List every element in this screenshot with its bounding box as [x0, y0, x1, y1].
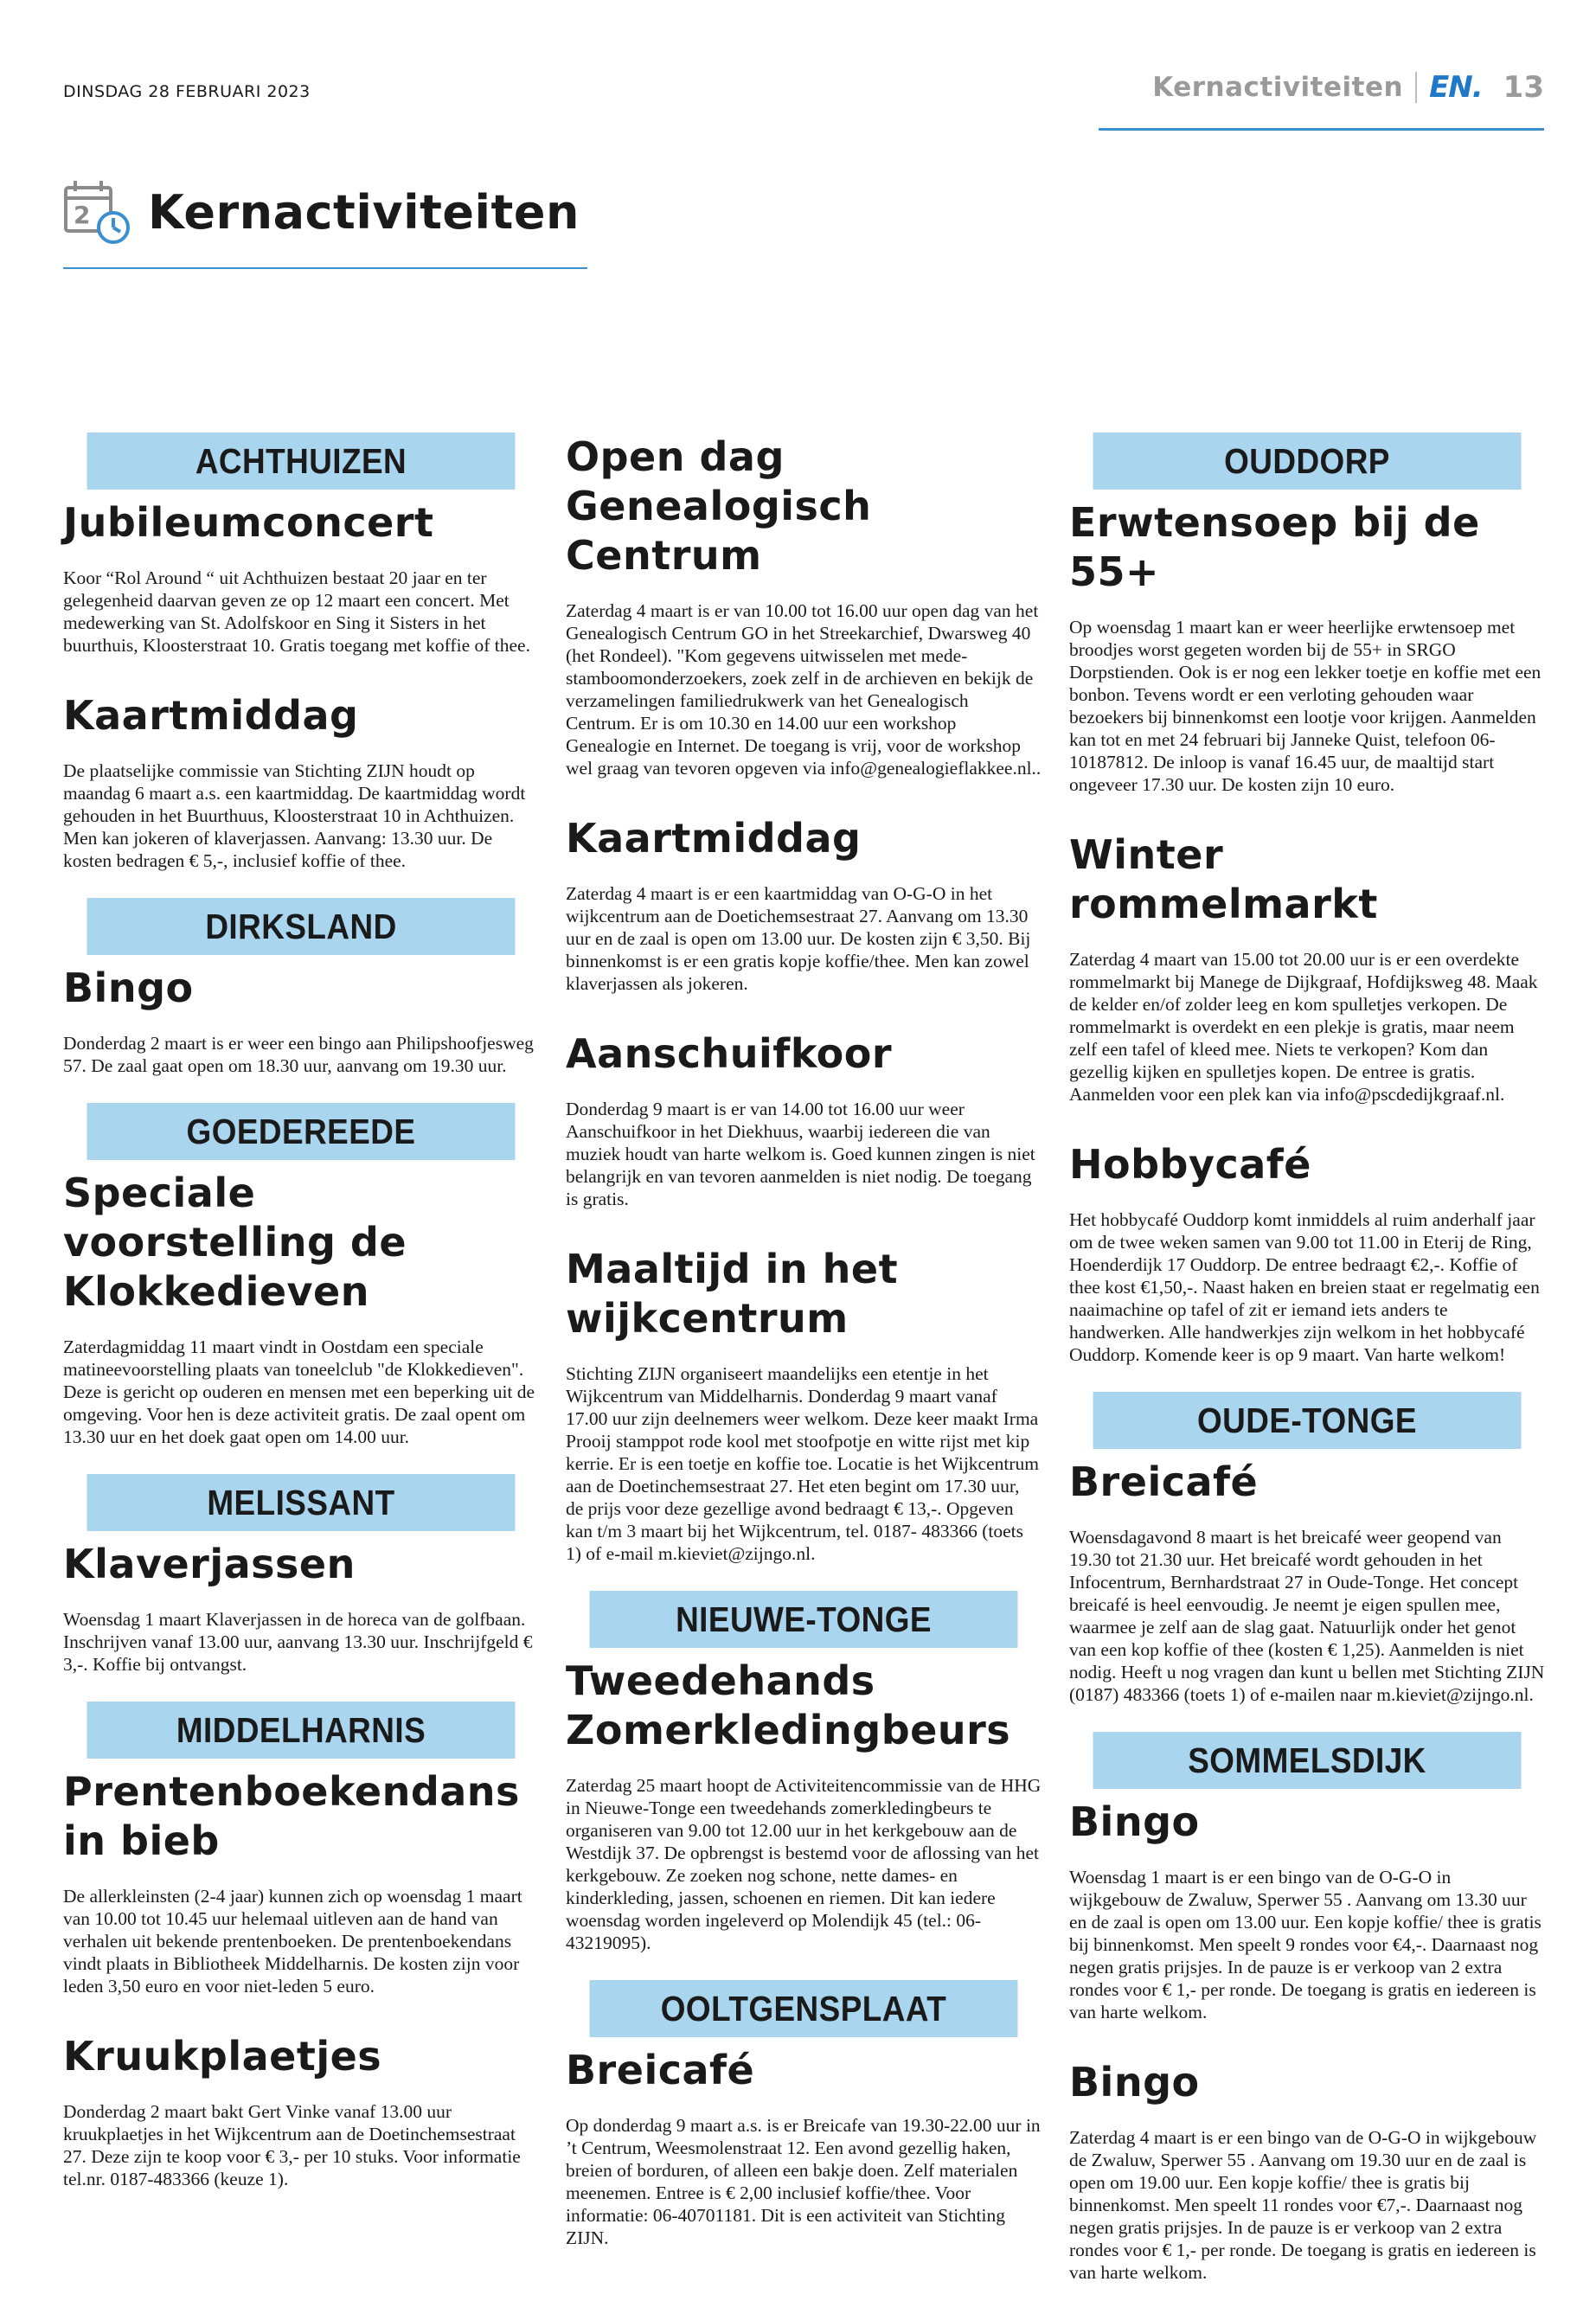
article-body: Zaterdagmiddag 11 maart vindt in Oostdam een speciale matineevoorstelling plaats van toneelclub "de Klokkedieven". Deze is gericht op ouderen en mensen met een beperking uit de omgeving. Voor hen is deze activiteit gratis. De zaal opent om 13.30 uur en het doek gaat open om 14.00 uur. [63, 1336, 535, 1447]
place-banner: NIEUWE-TONGE [590, 1591, 1018, 1648]
place-banner: DIRKSLAND [87, 898, 516, 955]
article-body: Koor “Rol Around “ uit Achthuizen bestaat 20 jaar en ter gelegenheid daarvan geven ze op 12 maart een concert. Met medewerking van St. Adolfskoor en Sing it Sisters in het buurthuis, Kloosterstraat 10. Gratis toegang met koffie of thee. [63, 567, 530, 656]
article-title: Maaltijd in het wijkcentrum [566, 1246, 899, 1342]
article-body: Woensdag 1 maart is er een bingo van de O-G-O in wijkgebouw de Zwaluw, Sperwer 55 . Aanvang om 13.30 uur en de zaal is open om 13.00 uur. Een kopje koffie/ thee is gratis bij binnenkomst. Men speelt 9 rondes voor €4,-. Daarnaast nog negen gratis prijsjes. In de pauze is er verkoop van 2 extra rondes voor € 1,- per ronde. De toegang is gratis en iedereen is van harte welkom. [1069, 1867, 1542, 2022]
place-banner: GOEDEREEDE [87, 1103, 516, 1160]
column-2 [566, 433, 1042, 2249]
place-banner: OUDE-TONGE [1093, 1392, 1522, 1449]
article-body: Zaterdag 4 maart is er van 10.00 tot 16.00 uur open dag van het Genealogisch Centrum GO in het Streekarchief, Dwarsweg 40 (het Rondeel). "Kom gegevens uitwisselen met mede-stamboomonderzoekers, zoek zelf in de archieven en bekijk de verzamelingen familiedrukwerk van het Genealogisch Centrum. Er is om 10.30 en 14.00 uur een workshop Genealogie en Internet. De toegang is vrij, voor de workshop wel graag van tevoren opgeven via info@genealogieflakkee.nl.. [566, 600, 1042, 779]
article-title: Winter rommelmarkt [1069, 831, 1378, 927]
article-body: Zaterdag 4 maart van 15.00 tot 20.00 uur is er een overdekte rommelmarkt bij Manege de Dijkgraaf, Hofdijksweg 48. Maak de kelder en/of zolder leeg en kom spulletjes verkopen. De rommelmarkt is overdekt en een plekje is gratis, maar neem zelf een tafel of kleed mee. Niets te verkopen? Kom dan gezellig kijken en spulletjes kopen. De entree is gratis. Aanmelden voor een plek kan via info@pscdedijkgraaf.nl. [1069, 949, 1538, 1105]
article-title: Klaverjassen [63, 1541, 356, 1587]
column-3 [1069, 433, 1545, 2284]
place-banner: MELISSANT [87, 1474, 516, 1531]
article-title: Kruukplaetjes [63, 2033, 382, 2080]
article-body: Donderdag 2 maart is er weer een bingo aan Philipshoofjesweg 57. De zaal gaat open om 18.30 uur, aanvang om 19.30 uur. [63, 1033, 534, 1076]
article-title: Bingo [1069, 2059, 1200, 2106]
article-body: De allerkleinsten (2-4 jaar) kunnen zich op woensdag 1 maart van 10.00 tot 10.45 uur helemaal uitleven aan de hand van verhalen uit bekende prentenboeken. De prentenboekendans vindt plaats in Bibliotheek Middelharnis. De kosten zijn voor leden 3,50 euro en voor niet-leden 5 euro. [63, 1886, 522, 1997]
article-body: De plaatselijke commissie van Stichting ZIJN houdt op maandag 6 maart a.s. een kaartmiddag. De kaartmiddag wordt gehouden in het Buurthuus, Kloosterstraat 10 in Achthuizen. Men kan jokeren of klaverjassen. Aanvang: 13.30 uur. De kosten bedragen € 5,-, inclusief koffie of thee. [63, 760, 526, 871]
page-number: 13 [1503, 70, 1544, 105]
article-title: Breicafé [566, 2047, 755, 2093]
section-name: Kernactiviteiten [1152, 72, 1404, 103]
article-title: Speciale voorstelling de Klokkedieven [63, 1170, 407, 1315]
article-body: Donderdag 9 maart is er van 14.00 tot 16.00 uur weer Aanschuifkoor in het Diekhuus, waarbij iedereen die van muziek houdt van harte welkom is. Goed kunnen zingen is niet belangrijk en van tevoren aanmelden is niet nodig. De toegang is gratis. [566, 1099, 1035, 1209]
header-rule [1099, 128, 1544, 131]
article-title: Aanschuifkoor [566, 1030, 893, 1077]
issue-date: DINSDAG 28 FEBRUARI 2023 [63, 82, 311, 101]
page-heading [63, 177, 580, 247]
article-body: Stichting ZIJN organiseert maandelijks een etentje in het Wijkcentrum van Middelharnis. Donderdag 9 maart vanaf 17.00 uur zijn deelnemers weer welkom. Deze keer maakt Irma Prooij stamppot rode kool met stoofpotje en witte rijst met kip kerrie. Er is een toetje en koffie toe. Locatie is het Wijkcentrum aan de Doetinchemsestraat 27. Het eten begint om 17.30 uur, de prijs voor deze gezellige avond bedraagt € 13,-. Opgeven kan t/m 3 maart bij het Wijkcentrum, tel. 0187- 483366 (toets 1) of e-mail m.kieviet@zijngo.nl. [566, 1363, 1039, 1564]
article-title: Bingo [63, 965, 194, 1011]
article-title: Open dag Genealogisch Centrum [566, 433, 872, 579]
section-header [1152, 67, 1544, 107]
column-1 [63, 433, 539, 2190]
place-banner: OOLTGENSPLAAT [590, 1980, 1018, 2037]
article-body: Op donderdag 9 maart a.s. is er Breicafe van 19.30-22.00 uur in ’t Centrum, Weesmolenstraat 12. Een avond gezellig haken, breien of borduren, of alleen een bakje doen. Zelf materialen meenemen. Entree is € 2,00 inclusief koffie/thee. Voor informatie: 06-40701181. Dit is een activiteit van Stichting ZIJN. [566, 2115, 1041, 2248]
newspaper-logo: EN. [1429, 70, 1483, 105]
calendar-clock-icon [63, 177, 132, 247]
title-rule [63, 267, 587, 269]
article-title: Breicafé [1069, 1458, 1259, 1505]
page-title: Kernactiviteiten [148, 184, 580, 240]
article-title: Prentenboekendans in bieb [63, 1768, 520, 1864]
article-title: Bingo [1069, 1798, 1200, 1845]
article-title: Hobbycafé [1069, 1141, 1311, 1188]
article-body: Het hobbycafé Ouddorp komt inmiddels al ruim anderhalf jaar om de twee weken samen van 9.00 tot 11.00 in Eterij de Ring, Hoenderdijk 17 Ouddorp. De entree bedraagt €2,-. Koffie of thee kost €1,50,-. Naast haken en breien staat er regelmatig een naaimachine op tafel of zit er iemand iets anders te handwerken. Alle handwerkjes zijn welkom in het hobbycafé Ouddorp. Komende keer is op 9 maart. Van harte welkom! [1069, 1209, 1540, 1365]
place-banner: ACHTHUIZEN [87, 433, 516, 490]
section-divider [1415, 72, 1417, 103]
article-body: Woensdag 1 maart Klaverjassen in de horeca van de golfbaan. Inschrijven vanaf 13.00 uur, aanvang 13.30 uur. Inschrijfgeld € 3,-. Koffie bij ontvangst. [63, 1609, 533, 1675]
calendar-digit: 2 [74, 201, 91, 229]
article-body: Zaterdag 25 maart hoopt de Activiteitencommissie van de HHG in Nieuwe-Tonge een tweedehands zomerkledingbeurs te organiseren van 9.00 tot 12.00 uur in het kerkgebouw aan de Westdijk 37. De opbrengst is bestemd voor de aflossing van het kerkgebouw. Ze zoeken nog schone, nette dames- en kinderkleding, jassen, schoenen en riemen. Dit kan iedere woensdag worden ingeleverd op Molendijk 45 (tel.: 06-43219095). [566, 1775, 1042, 1953]
article-body: Donderdag 2 maart bakt Gert Vinke vanaf 13.00 uur kruukplaetjes in het Wijkcentrum aan de Doetinchemsestraat 27. Deze zijn te koop voor € 3,- per 10 stuks. Voor informatie tel.nr. 0187-483366 (keuze 1). [63, 2101, 521, 2189]
place-banner: SOMMELSDIJK [1093, 1732, 1522, 1789]
article-body: Op woensdag 1 maart kan er weer heerlijke erwtensoep met broodjes worst gegeten worden bij de 55+ in SRGO Dorpstienden. Ook is er nog een lekker toetje en koffie met een bonbon. Tevens wordt er een verloting gehouden waar bezoekers bij binnenkomst een lootje voor krijgen. Aanmelden kan tot en met 24 februari bij Janneke Quist, telefoon 06-10187812. De inloop is vanaf 16.45 uur, de maaltijd start ongeveer 17.30 uur. De kosten zijn 10 euro. [1069, 617, 1542, 795]
article-title: Tweedehands Zomerkledingbeurs [566, 1657, 1011, 1753]
place-banner: MIDDELHARNIS [87, 1702, 516, 1759]
article-title: Kaartmiddag [566, 815, 862, 862]
article-body: Woensdagavond 8 maart is het breicafé weer geopend van 19.30 tot 21.30 uur. Het breicafé wordt gehouden in het Infocentrum, Bernhardstraat 27 in Oude-Tonge. Het concept breicafé is heel eenvoudig. Je neemt je eigen spullen mee, waarmee je zelf aan de slag gaat. Natuurlijk onder het genot van een kop koffie of thee (kosten € 1,25). Aanmelden is niet nodig. Heeft u nog vragen dan kunt u bellen met Stichting ZIJN (0187) 483366 (toets 1) of e-mailen naar m.kieviet@zijngo.nl. [1069, 1527, 1545, 1705]
article-body: Zaterdag 4 maart is er een kaartmiddag van O-G-O in het wijkcentrum aan de Doetichemsestraat 27. Aanvang om 13.30 uur en de zaal is open om 13.00 uur. De kosten zijn € 3,50. Bij binnenkomst is er een gratis kopje koffie/thee. Men kan zowel klaverjassen als jokeren. [566, 883, 1031, 994]
article-title: Kaartmiddag [63, 692, 359, 739]
article-body: Zaterdag 4 maart is er een bingo van de O-G-O in wijkgebouw de Zwaluw, Sperwer 55 . Aanvang om 19.30 uur en de zaal is open om 19.00 uur. Een kopje koffie/ thee is gratis bij binnenkomst. Men speelt 11 rondes voor €7,-. Daarnaast nog negen gratis prijsjes. In de pauze is er verkoop van 2 extra rondes voor € 1,- per ronde. De toegang is gratis en iedereen is van harte welkom. [1069, 2127, 1537, 2283]
place-banner: OUDDORP [1093, 433, 1522, 490]
article-title: Jubileumconcert [63, 499, 434, 546]
article-title: Erwtensoep bij de 55+ [1069, 499, 1480, 595]
